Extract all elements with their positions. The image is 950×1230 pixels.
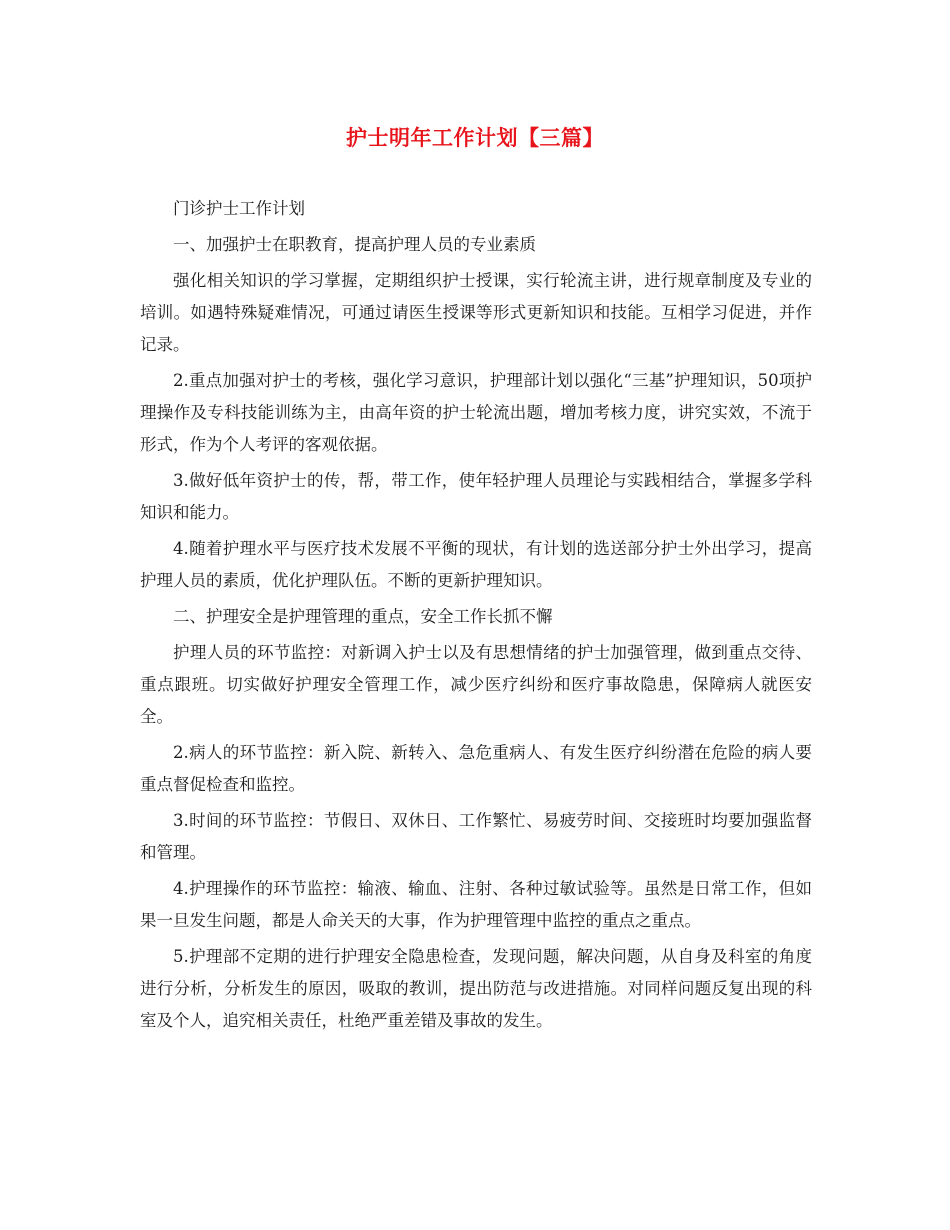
paragraph: 3.做好低年资护士的传，帮，带工作，使年轻护理人员理论与实践相结合，掌握多学科知识和能力。	[140, 471, 812, 522]
paragraph: 2.重点加强对护士的考核，强化学习意识，护理部计划以强化“三基”护理知识，50项护理操作及专科技能训练为主，由高年资的护士轮流出题，增加考核力度，讲究实效，不流于形式，作为个人考评的客观依据。	[140, 371, 812, 454]
paragraph-heading-2: 二、护理安全是护理管理的重点，安全工作长抓不懈	[173, 607, 553, 626]
paragraph: 护理人员的环节监控：对新调入护士以及有思想情绪的护士加强管理，做到重点交待、重点跟班。切实做好护理安全管理工作，减少医疗纠纷和医疗事故隐患，保障病人就医安全。	[140, 643, 812, 726]
paragraph: 4.随着护理水平与医疗技术发展不平衡的现状，有计划的选送部分护士外出学习，提高护理人员的素质，优化护理队伍。不断的更新护理知识。	[140, 539, 812, 590]
document-title: 护士明年工作计划【三篇】	[346, 125, 604, 150]
paragraph: 4.护理操作的环节监控：输液、输血、注射、各种过敏试验等。虽然是日常工作，但如果一旦发生问题，都是人命关天的大事，作为护理管理中监控的重点之重点。	[140, 879, 812, 930]
paragraph: 2.病人的环节监控：新入院、新转入、急危重病人、有发生医疗纠纷潜在危险的病人要重点督促检查和监控。	[140, 743, 812, 794]
paragraph: 3.时间的环节监控：节假日、双休日、工作繁忙、易疲劳时间、交接班时均要加强监督和管理。	[140, 811, 812, 862]
paragraph-heading-1: 一、加强护士在职教育，提高护理人员的专业素质	[173, 235, 536, 254]
document-body	[140, 193, 812, 1041]
paragraph: 5.护理部不定期的进行护理安全隐患检查，发现问题，解决问题，从自身及科室的角度进行分析，分析发生的原因，吸取的教训，提出防范与改进措施。对同样问题反复出现的科室及个人，追究相关责任，杜绝严重差错及事故的发生。	[140, 947, 812, 1030]
paragraph: 强化相关知识的学习掌握，定期组织护士授课，实行轮流主讲，进行规章制度及专业的培训。如遇特殊疑难情况，可通过请医生授课等形式更新知识和技能。互相学习促进，并作记录。	[140, 271, 812, 354]
paragraph-section-heading: 门诊护士工作计划	[173, 199, 305, 218]
